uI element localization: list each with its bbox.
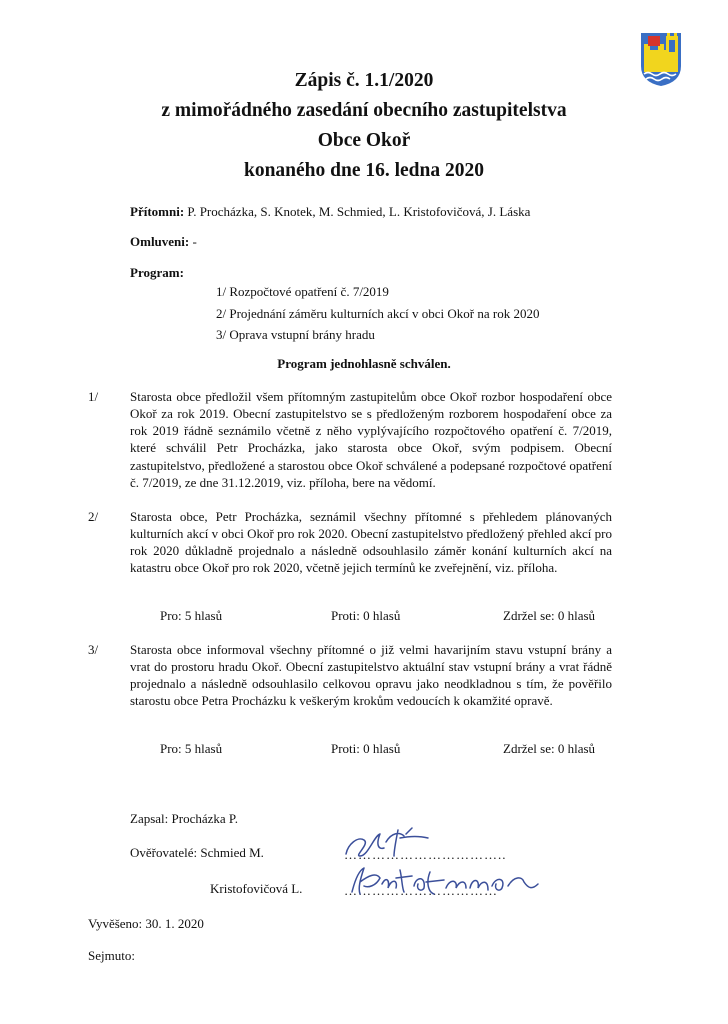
item-number-1: 1/	[88, 389, 99, 404]
signature-kristofovicova	[346, 862, 546, 902]
title-line-2: z mimořádného zasedání obecního zastupitelstva	[161, 100, 567, 121]
item-number-3: 3/	[88, 642, 99, 657]
program-item: 1/ Rozpočtové opatření č. 7/2019	[216, 284, 389, 299]
program-item: 3/ Oprava vstupní brány hradu	[216, 327, 375, 342]
excused-row	[130, 233, 197, 250]
item-text-2: Starosta obce, Petr Procházka, seznámil všechny přítomné s přehledem plánovaných kulturních akcí v obci Okoř pro rok 2020. Obecní zastupitelstvo předložený přehled akcí pro rok 2020 důkladně projednalo a následně odsouhlasilo záměr konání kulturních akcí na katastru obce Okoř pro rok 2020, včetně jejich termínů ke zveřejnění, viz. příloha.	[130, 509, 612, 576]
signature-schmied	[340, 826, 440, 866]
item-number-2: 2/	[88, 509, 99, 524]
verifier-2: Kristofovičová L.	[210, 881, 303, 896]
excused-value: -	[192, 234, 197, 249]
signature-line-2: ……………………………	[344, 883, 498, 898]
vote-for: Pro: 5 hlasů	[160, 741, 223, 756]
vote-abstain: Zdržel se: 0 hlasů	[503, 741, 596, 756]
program-list	[216, 281, 539, 346]
verifiers-label: Ověřovatelé: Schmied M.	[130, 845, 264, 860]
present-row	[130, 203, 530, 220]
program-item: 2/ Projednání záměru kulturních akcí v obci Okoř na rok 2020	[216, 305, 540, 321]
present-label: Přítomni:	[130, 204, 185, 219]
vote-against: Proti: 0 hlasů	[331, 608, 401, 623]
program-approved: Program jednohlasně schválen.	[277, 356, 451, 371]
item-text-1: Starosta obce předložil všem přítomným zastupitelům obce Okoř rozbor hospodaření obce Okoř za rok 2019. Obecní zastupitelstvo se s předloženým rozborem hospodaření obce za rok 2019 řádně seznámilo včetně z něho vyplývajícího rozpočtového opatření č. 7/2019, které schválil Petr Procházka, jako starosta obce Okoř, svým podpisem. Obecní zastupitelstvo, předložené a starostou obce Okoř schválené a podepsané rozpočtové opatření č. 7/2019, ze dne 31.12.2019, viz. příloha, bere na vědomí.	[130, 389, 612, 490]
title-line-3: Obce Okoř	[317, 130, 411, 151]
posted-date: Vyvěšeno: 30. 1. 2020	[88, 916, 204, 931]
excused-label: Omluveni:	[130, 234, 190, 249]
document-title	[0, 66, 728, 186]
vote-for: Pro: 5 hlasů	[160, 608, 223, 623]
title-line-1: Zápis č. 1.1/2020	[294, 70, 434, 91]
program-label: Program:	[130, 265, 184, 280]
title-line-4: konaného dne 16. ledna 2020	[243, 160, 485, 181]
removed-date: Sejmuto:	[88, 948, 135, 963]
recorded-by: Zapsal: Procházka P.	[130, 811, 238, 826]
present-value: P. Procházka, S. Knotek, M. Schmied, L. Kristofovičová, J. Láska	[187, 204, 531, 219]
vote-against: Proti: 0 hlasů	[331, 741, 401, 756]
vote-abstain: Zdržel se: 0 hlasů	[503, 608, 596, 623]
item-text-3: Starosta obce informoval všechny přítomné o již velmi havarijním stavu vstupní brány a vrat do prostoru hradu Okoř. Obecní zastupitelstvo aktuální stav vstupní brány a vrat řádně projednalo a následně odsouhlasilo celkovou opravu jako neodkladnou s tím, že pověřilo starostu obce Petra Procházku k veškerým krokům vedoucích k okamžité opravě.	[130, 642, 612, 709]
signature-line-1: ……………………………..	[344, 847, 507, 862]
